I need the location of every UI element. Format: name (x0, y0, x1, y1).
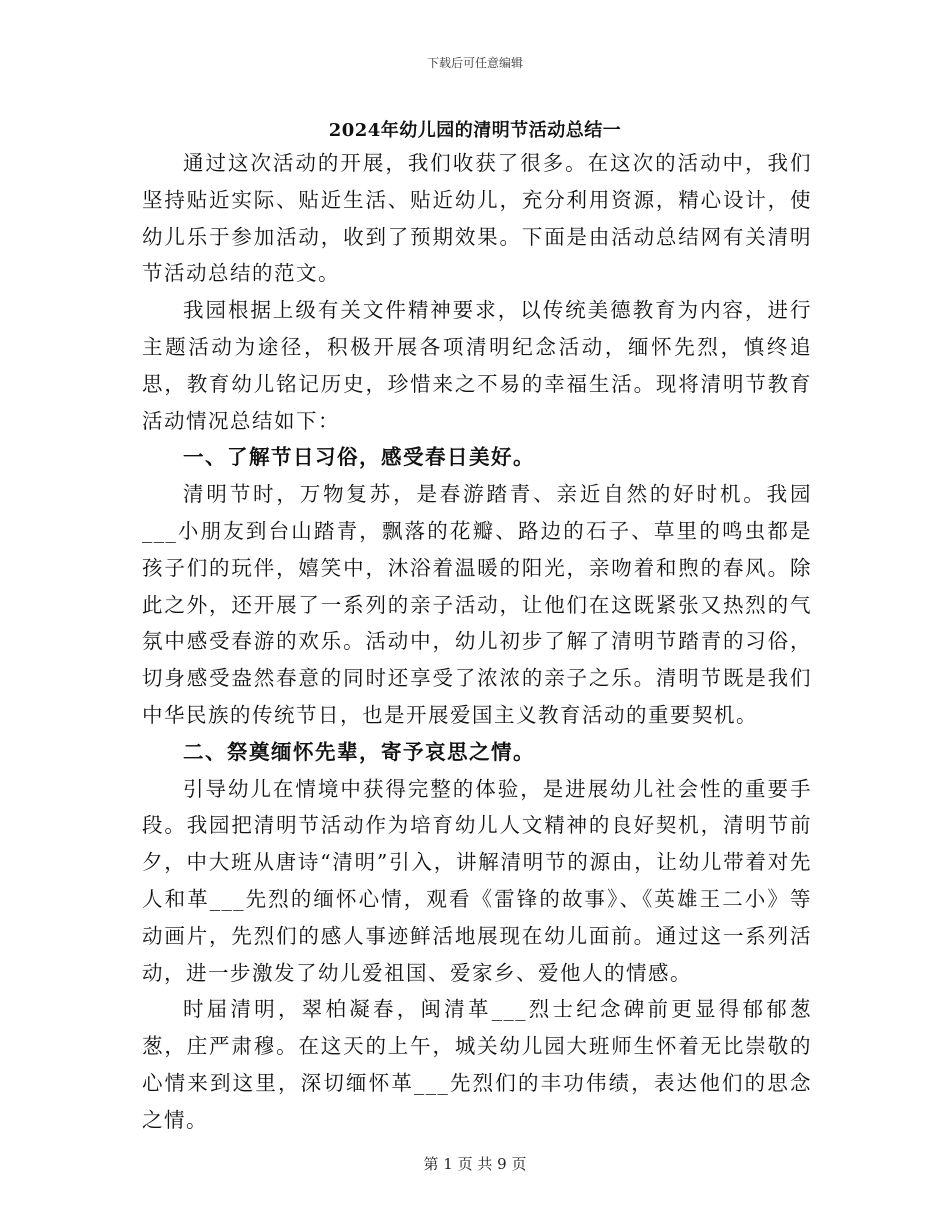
paragraph-memorial: 时届清明，翠柏凝春，闽清革___烈士纪念碑前更显得郁郁葱葱，庄严肃穆。在这天的上午，城关幼儿园大班师生怀着无比崇敬的心情来到这里，深切缅怀革___先烈们的丰功伟绩，表达他们的思念之情。 (142, 997, 812, 1132)
document-title: 2024年幼儿园的清明节活动总结一 (328, 120, 622, 141)
section-heading-2: 二、祭奠缅怀先辈，寄予哀思之情。 (183, 739, 535, 764)
document-body (142, 145, 812, 1139)
paragraph-section-2: 引导幼儿在情境中获得完整的体验，是进展幼儿社会性的重要手段。我园把清明节活动作为培育幼儿人文精神的良好契机，清明节前夕，中大班从唐诗“清明”引入，讲解清明节的源由，让幼儿带着对先人和革___先烈的缅怀心情，观看《雷锋的故事》、《英雄王二小》等动画片，先烈们的感人事迹鲜活地展现在幼儿面前。通过这一系列活动，进一步激发了幼儿爱祖国、爱家乡、爱他人的情感。 (142, 776, 812, 985)
paragraph-section-1: 清明节时，万物复苏，是春游踏青、亲近自然的好时机。我园___小朋友到台山踏青，飘落的花瓣、路边的石子、草里的鸣虫都是孩子们的玩伴，嬉笑中，沐浴着温暖的阳光，亲吻着和煦的春风。除此之外，还开展了一系列的亲子活动，让他们在这既紧张又热烈的气氛中感受春游的欢乐。活动中，幼儿初步了解了清明节踏青的习俗，切身感受盎然春意的同时还享受了浓浓的亲子之乐。清明节既是我们中华民族的传统节日，也是开展爱国主义教育活动的重要契机。 (142, 482, 812, 727)
page-indicator: 第 1 页 共 9 页 (423, 1155, 527, 1173)
header-note: 下载后可任意编辑 (426, 56, 523, 70)
paragraph-intro: 通过这次活动的开展，我们收获了很多。在这次的活动中，我们坚持贴近实际、贴近生活、贴近幼儿，充分利用资源，精心设计，使幼儿乐于参加活动，收到了预期效果。下面是由活动总结网有关清明节活动总结的范文。 (142, 151, 812, 286)
section-heading-1: 一、了解节日习俗，感受春日美好。 (183, 445, 535, 470)
paragraph-overview: 我园根据上级有关文件精神要求，以传统美德教育为内容，进行主题活动为途径，积极开展各项清明纪念活动，缅怀先烈，慎终追思，教育幼儿铭记历史，珍惜来之不易的幸福生活。现将清明节教育活动情况总结如下： (142, 298, 812, 433)
